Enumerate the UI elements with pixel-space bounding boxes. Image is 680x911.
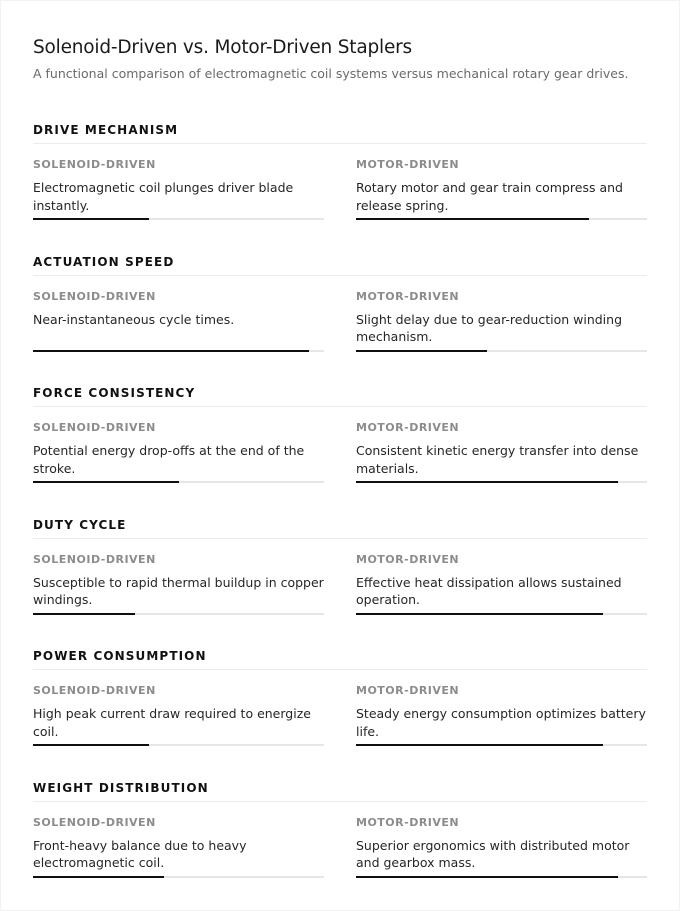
solenoid-score-fill [33, 876, 164, 878]
solenoid-description: Front-heavy balance due to heavy electromagnetic coil. [33, 837, 247, 870]
solenoid-description: High peak current draw required to energize coil. [33, 706, 311, 739]
motor-description: Steady energy consumption optimizes battery life. [356, 706, 646, 739]
motor-description: Rotary motor and gear train compress and release spring. [356, 180, 623, 213]
solenoid-score-bar [33, 481, 324, 483]
solenoid-description: Potential energy drop-offs at the end of the stroke. [33, 443, 305, 476]
solenoid-score-fill [33, 218, 149, 220]
solenoid-score-bar [33, 613, 324, 615]
solenoid-description: Near-instantaneous cycle times. [33, 311, 235, 327]
solenoid-label: SOLENOID-DRIVEN [33, 158, 156, 171]
solenoid-score-bar [33, 744, 324, 746]
section-weight-distribution [33, 775, 647, 907]
motor-column [356, 290, 647, 347]
solenoid-column [33, 421, 324, 478]
section-divider [33, 406, 647, 407]
solenoid-score-fill [33, 613, 135, 615]
section-power-consumption [33, 643, 647, 775]
solenoid-label: SOLENOID-DRIVEN [33, 289, 156, 303]
motor-label: MOTOR-DRIVEN [356, 158, 460, 171]
page-title: Solenoid-Driven vs. Motor-Driven Staplers [33, 37, 412, 58]
motor-column [356, 421, 647, 478]
section-divider [33, 275, 647, 276]
motor-column [356, 816, 647, 873]
motor-score-bar [356, 613, 647, 615]
solenoid-label: SOLENOID-DRIVEN [33, 684, 156, 697]
solenoid-description: Electromagnetic coil plunges driver blade instantly. [33, 180, 294, 213]
motor-score-fill [356, 350, 487, 352]
motor-score-bar [356, 876, 647, 878]
section-title: DUTY CYCLE [33, 517, 127, 532]
section-divider [33, 143, 647, 144]
motor-description: Consistent kinetic energy transfer into dense materials. [356, 443, 639, 476]
section-divider [33, 801, 647, 802]
motor-description: Superior ergonomics with distributed motor and gearbox mass. [356, 837, 630, 870]
motor-score-fill [356, 744, 603, 746]
section-force-consistency [33, 380, 647, 512]
solenoid-score-bar [33, 876, 324, 878]
motor-label: MOTOR-DRIVEN [356, 815, 460, 829]
motor-score-fill [356, 613, 603, 615]
motor-score-bar [356, 218, 647, 220]
motor-column [356, 553, 647, 610]
motor-label: MOTOR-DRIVEN [356, 289, 460, 303]
comparison-sections [33, 117, 647, 906]
motor-score-fill [356, 218, 589, 220]
section-title: WEIGHT DISTRIBUTION [33, 780, 209, 795]
solenoid-column [33, 290, 324, 347]
solenoid-label: SOLENOID-DRIVEN [33, 815, 156, 829]
section-title: FORCE CONSISTENCY [33, 386, 196, 400]
solenoid-score-fill [33, 744, 149, 746]
section-divider [33, 669, 647, 670]
solenoid-description: Susceptible to rapid thermal buildup in copper windings. [33, 574, 324, 607]
motor-score-bar [356, 350, 647, 352]
section-title: POWER CONSUMPTION [33, 649, 207, 663]
page-subtitle: A functional comparison of electromagnetic coil systems versus mechanical rotary gear drives. [33, 66, 629, 81]
motor-label: MOTOR-DRIVEN [356, 552, 460, 566]
section-drive-mechanism [33, 117, 647, 249]
solenoid-label: SOLENOID-DRIVEN [33, 552, 156, 566]
solenoid-score-bar [33, 218, 324, 220]
section-title: DRIVE MECHANISM [33, 123, 179, 137]
solenoid-column [33, 553, 324, 610]
motor-column [356, 158, 647, 215]
motor-label: MOTOR-DRIVEN [356, 421, 460, 434]
section-title: ACTUATION SPEED [33, 254, 175, 269]
motor-score-bar [356, 744, 647, 746]
comparison-card [1, 1, 679, 910]
section-divider [33, 538, 647, 539]
motor-description: Effective heat dissipation allows sustained operation. [356, 574, 622, 607]
motor-label: MOTOR-DRIVEN [356, 684, 460, 697]
solenoid-score-bar [33, 350, 324, 352]
motor-score-fill [356, 481, 618, 483]
solenoid-column [33, 158, 324, 215]
solenoid-score-fill [33, 350, 309, 352]
section-actuation-speed [33, 249, 647, 381]
section-duty-cycle [33, 512, 647, 644]
solenoid-label: SOLENOID-DRIVEN [33, 421, 156, 434]
motor-column [356, 684, 647, 741]
motor-description: Slight delay due to gear-reduction winding mechanism. [356, 311, 623, 344]
solenoid-column [33, 816, 324, 873]
solenoid-score-fill [33, 481, 179, 483]
motor-score-fill [356, 876, 618, 878]
solenoid-column [33, 684, 324, 741]
motor-score-bar [356, 481, 647, 483]
